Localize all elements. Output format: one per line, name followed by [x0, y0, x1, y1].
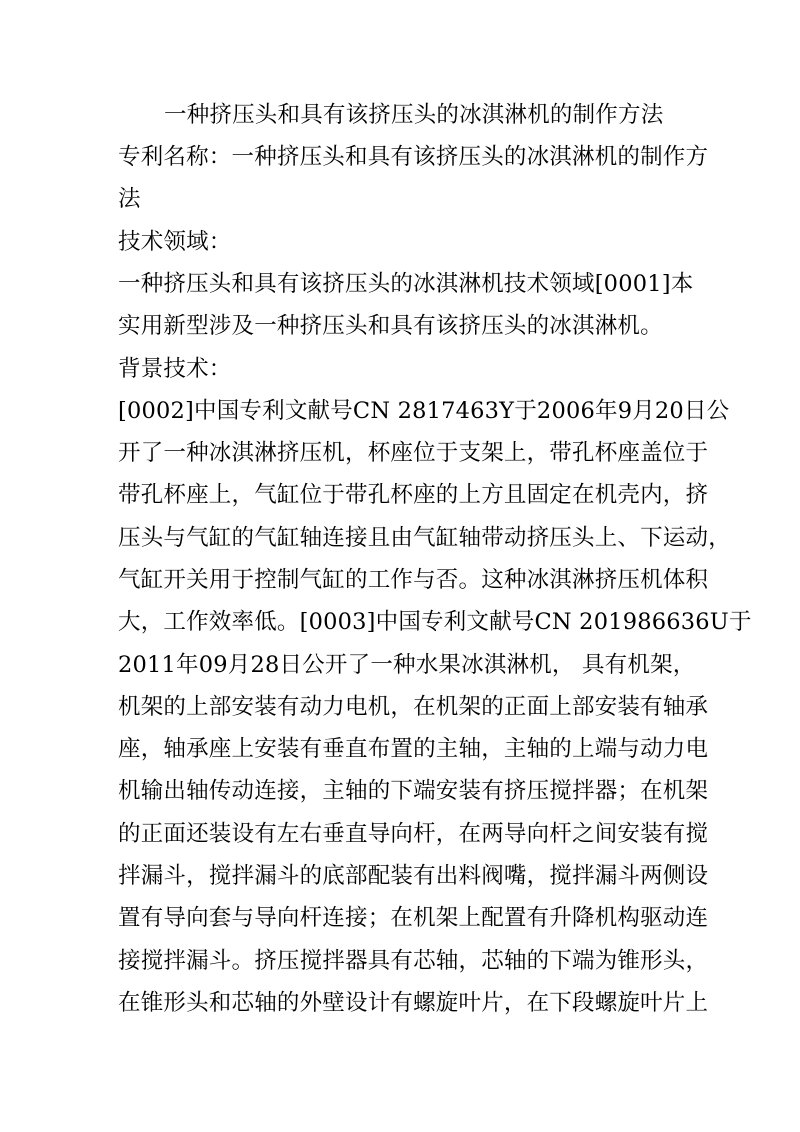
text-line: 大，工作效率低。[0003]中国专利文献号CN 201986636U于	[118, 609, 752, 635]
section-heading: 技术领域：	[118, 229, 232, 255]
text-line: 的正面还装设有左右垂直导向杆，在两导向杆之间安装有搅	[118, 821, 709, 847]
text-line: 一种挤压头和具有该挤压头的冰淇淋机技术领域[0001]本	[118, 271, 694, 297]
text-line: 开了一种冰淇淋挤压机，杯座位于支架上，带孔杯座盖位于	[118, 440, 709, 466]
text-line: 机架的上部安装有动力电机，在机架的正面上部安装有轴承	[118, 694, 709, 720]
text-line: 压头与气缸的气缸轴连接且由气缸轴带动挤压头上、下运动，	[118, 525, 731, 551]
text-line: 带孔杯座上，气缸位于带孔杯座的上方且固定在机壳内，挤	[118, 482, 709, 508]
text-line: 置有导向套与导向杆连接；在机架上配置有升降机构驱动连	[118, 905, 709, 931]
text-line: 机输出轴传动连接，主轴的下端安装有挤压搅拌器；在机架	[118, 778, 709, 804]
text-line: 座，轴承座上安装有垂直布置的主轴，主轴的上端与动力电	[118, 736, 709, 762]
text-line: 法	[118, 186, 141, 212]
text-line: 气缸开关用于控制气缸的工作与否。这种冰淇淋挤压机体积	[118, 567, 709, 593]
text-line: 拌漏斗，搅拌漏斗的底部配装有出料阀嘴，搅拌漏斗两侧设	[118, 863, 709, 889]
text-line: 在锥形头和芯轴的外壁设计有螺旋叶片，在下段螺旋叶片上	[118, 990, 709, 1016]
text-line: 2011年09月28日公开了一种水果冰淇淋机， 具有机架，	[118, 652, 696, 678]
text-line: 实用新型涉及一种挤压头和具有该挤压头的冰淇淋机。	[118, 313, 663, 339]
document-title: 一种挤压头和具有该挤压头的冰淇淋机的制作方法	[164, 102, 664, 128]
text-line: 专利名称：一种挤压头和具有该挤压头的冰淇淋机的制作方	[118, 144, 709, 170]
text-line: [0002]中国专利文献号CN 2817463Y于2006年9月20日公	[118, 398, 730, 424]
text-line: 接搅拌漏斗。挤压搅拌器具有芯轴，芯轴的下端为锥形头，	[118, 948, 709, 974]
section-heading: 背景技术：	[118, 356, 232, 382]
